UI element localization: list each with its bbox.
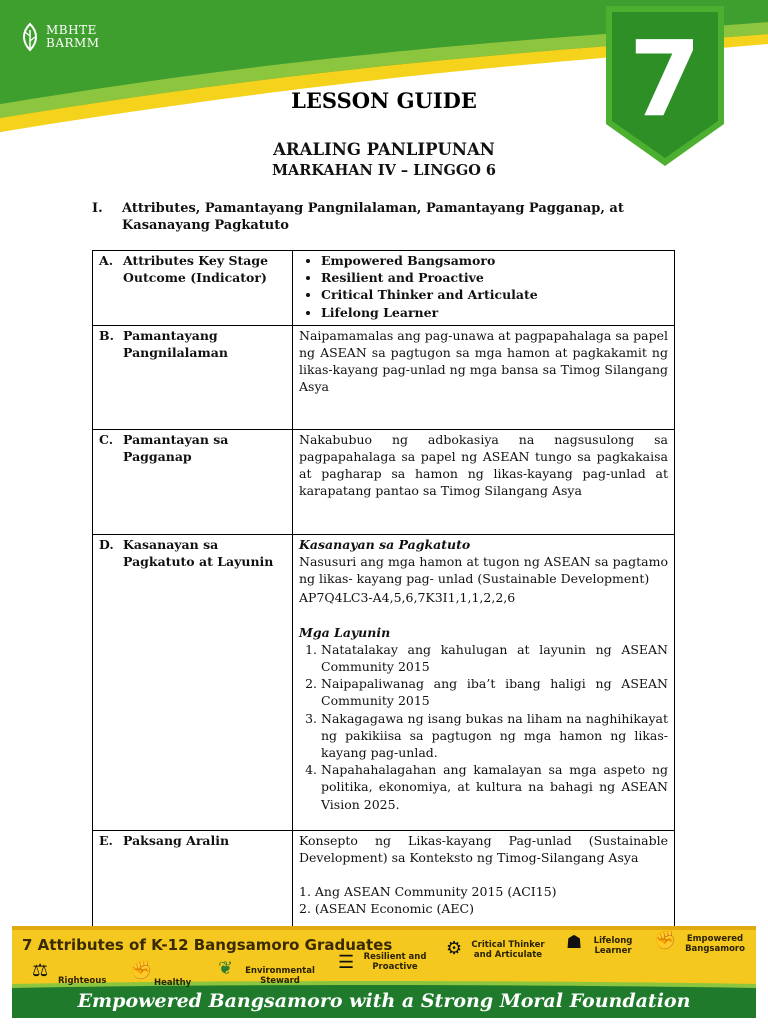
logo-line-1: MBHTE [46,23,97,37]
row-a-content [293,251,675,326]
leaf-logo-icon [18,22,42,52]
topic-item-2: 2. (ASEAN Economic (AEC) [299,901,474,917]
competency-code: AP7Q4LC3-A4,5,6,7K3I1,1,1,2,2,6 [299,590,516,606]
competency-heading: Kasanayan sa Pagkatuto [299,536,471,552]
table-row [93,251,675,326]
strong-arm-icon: ✊ [130,960,153,981]
row-a-label: A. Attributes Key Stage Outcome (Indicator) [93,251,293,326]
lesson-table [92,250,675,934]
attribute-resilient: Resilient and Proactive [363,952,427,972]
section-heading [92,200,692,234]
attribute-empowered: Empowered Bangsamoro [685,934,745,954]
competency-text: Nasusuri ang mga hamon at tugon ng ASEAN sa pagtamo ng likas- kayang pag- unlad (Sustainable Development) [299,554,668,587]
logo-line-2: BARMM [46,36,100,50]
objectives-heading: Mga Layunin [299,624,391,640]
table-row [93,830,675,933]
row-e-content [293,830,675,933]
attribute-lifelong-learner: Lifelong Learner [593,936,633,956]
list-item: • Critical Thinker and Articulate [321,286,668,303]
attributes-label: Attributes Key Stage Outcome (Indicator) [123,253,269,286]
raised-fist-icon: ✊ [654,930,677,951]
mbhte-logo [18,22,100,52]
plant-hands-icon: ❦ [218,958,234,979]
attributes-list [299,252,668,321]
stairs-icon: ☰ [338,952,355,973]
content-standard-label: Pamantayang Pangnilalaman [123,327,228,361]
grade-badge: 7 [628,18,702,140]
objectives-list [299,641,668,813]
footer-title: 7 Attributes of K-12 Bangsamoro Graduates [22,936,393,954]
list-item: • Empowered Bangsamoro [321,252,668,269]
topic-text: Konsepto ng Likas-kayang Pag-unlad (Sustainable Development) sa Konteksto ng Timog-Silangang Asya [299,832,668,866]
table-row [93,534,675,830]
quarter-heading: MARKAHAN IV – LINGGO 6 [271,162,496,179]
head-gear-icon: ⚙ [446,938,463,959]
table-row [93,429,675,534]
list-item: 2. Naipapaliwanag ang iba’t ibang haligi ng ASEAN Community 2015 [321,675,668,709]
list-item: 4. Napahahalagahan ang kamalayan sa mga aspeto ng politika, ekonomiya, at kultura na bahagi ng ASEAN Vision 2025. [321,761,668,813]
row-e-label: E. Paksang Aralin [93,830,293,933]
list-item: 3. Nakagagawa ng isang bukas na liham na naghihikayat ng pakikiisa sa pagtugon ng mga hamon ng likas-kayang pag-unlad. [321,710,668,762]
content-standard-text: Naipamamalas ang pag-unawa at pagpapahalaga sa papel ng ASEAN sa pagtugon sa mga hamon at pagkakamit ng likas-kayang pag-unlad ng mga bansa sa Timog Silangang Asya [293,325,675,429]
list-item: 1. Natatalakay ang kahulugan at layunin ng ASEAN Community 2015 [321,641,668,675]
topic-label: Paksang Aralin [123,832,230,848]
attribute-healthy: Healthy [154,978,192,988]
row-c-label: C. Pamantayan sa Pagganap [93,429,293,534]
page-title: LESSON GUIDE [291,88,477,113]
topic-item-1: 1. Ang ASEAN Community 2015 (ACI15) [299,884,557,900]
row-d-content [293,534,675,830]
section-number: I. [92,201,103,216]
row-d-label: D. Kasanayan sa Pagkatuto at Layunin [93,534,293,830]
reading-person-icon: ☗ [566,932,583,953]
scales-icon: ⚖ [32,960,49,981]
list-item: • Resilient and Proactive [321,269,668,286]
row-b-label: B. Pamantayang Pangnilalaman [93,325,293,429]
performance-standard-label: Pamantayan sa Pagganap [123,431,229,465]
attribute-environmental-steward: Environmental Steward [245,966,315,986]
table-row [93,325,675,429]
competency-label: Kasanayan sa Pagkatuto at Layunin [123,536,274,570]
list-item: • Lifelong Learner [321,304,668,321]
attribute-critical-thinker: Critical Thinker and Articulate [471,940,545,960]
attribute-righteous: Righteous [58,976,107,986]
performance-standard-text: Nakabubuo ng adbokasiya na nagsusulong sa pagpapahalaga sa papel ng ASEAN tungo sa pagkakaisa at pagharap sa hamon ng likas-kayang pag-unlad at karapatang pantao sa Timog Silangang Asya [293,429,675,534]
subject-heading: ARALING PANLIPUNAN [273,140,495,159]
section-title: Attributes, Pamantayang Pangnilalaman, Pamantayang Pagganap, at Kasanayang Pagkatuto [122,201,624,233]
footer-motto: Empowered Bangsamoro with a Strong Moral Foundation [77,990,691,1012]
